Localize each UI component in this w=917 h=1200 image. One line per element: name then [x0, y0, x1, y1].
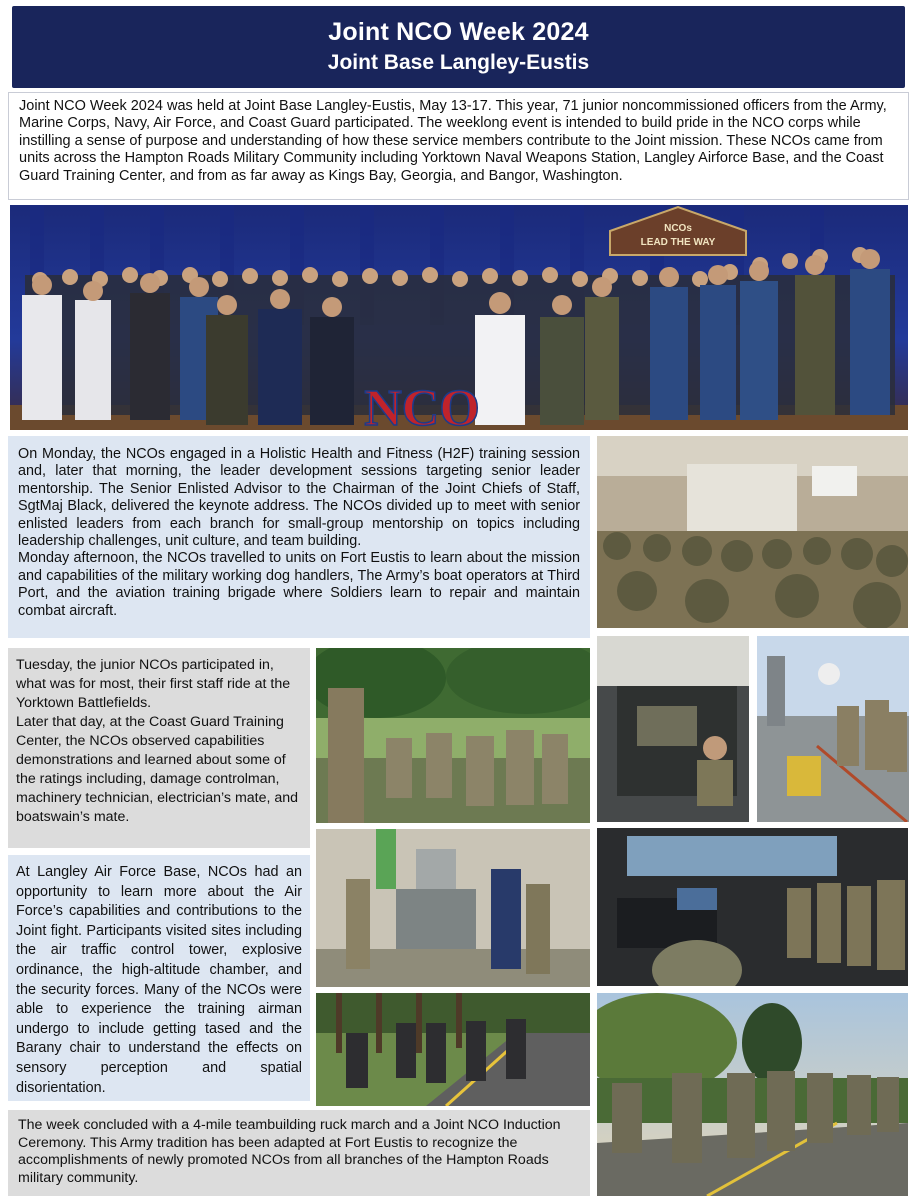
page-subtitle: Joint Base Langley-Eustis [327, 51, 590, 74]
page-title: Joint NCO Week 2024 [328, 18, 589, 46]
conclusion-section [8, 1110, 590, 1196]
intro-paragraph: Joint NCO Week 2024 was held at Joint Base Langley-Eustis, May 13-17. This year, 71 junior noncommissioned officers from the Army, Marine Corps, Navy, Air Force, and Coast Guard participated. The weeklong event is intended to build pride in the NCO corps while instilling a sense of purpose and understanding of how these service members contribute to the Joint mission. These NCOs came from units across the Hampton Roads Military Community including Yorktown Naval Weapons Station, Langley Airforce Base, and the Coast Guard Training Center, and from as far away as Kings Bay, Georgia, and Bangor, Washington. [8, 92, 909, 200]
conference-photo [597, 436, 908, 628]
sign-line-1: NCOs [664, 223, 692, 234]
monday-section [8, 436, 590, 638]
workshop-photo [316, 829, 590, 987]
cockpit-photo [597, 636, 749, 822]
ruck-march-photo [597, 993, 908, 1196]
conclusion-paragraph: The week concluded with a 4-mile teambuilding ruck march and a Joint NCO Induction Ceremony. This Army tradition has been adapted at Fort Eustis to recognize the accomplishments of newly promoted NCOs from all branches of the Hampton Roads military community. [18, 1117, 561, 1186]
tuesday-section [8, 648, 310, 848]
langley-section [8, 855, 310, 1101]
control-room-photo [597, 828, 908, 986]
monday-paragraph-1: On Monday, the NCOs engaged in a Holistic Health and Fitness (H2F) training session and, later that morning, the leader development sessions targeting senior leader mentorship. The Senior Enlisted Advisor to the Chairman of the Joint Chiefs of Staff, SgtMaj Black, delivered the keynote address. The NCOs divided up to meet with senior enlisted leaders from each branch for small-group mentorship on topics including leadership challenges, unit culture, and team building. [18, 446, 580, 550]
nco-letters: NCO [364, 380, 480, 430]
ship-photo [757, 636, 909, 822]
tuesday-paragraph-2: Later that day, at the Coast Guard Training Center, the NCOs observed capabilities demonstrations and learned about some of the ratings including, damage controlman, machinery technician, electrician’s mate, and boatswain’s mate. [16, 714, 299, 825]
tuesday-paragraph-1: Tuesday, the junior NCOs participated in, what was for most, their first staff ride at the Yorktown Battlefields. [16, 657, 291, 711]
ruck-march-road-photo [316, 993, 590, 1106]
battlefield-photo [316, 648, 590, 823]
sign-line-2: LEAD THE WAY [640, 237, 716, 248]
title-banner [12, 6, 905, 88]
group-photo [10, 205, 908, 430]
langley-paragraph: At Langley Air Force Base, NCOs had an opportunity to learn more about the Air Force’s capabilities and contributions to the Joint fight. Participants visited sites including the air traffic control tower, explosive ordinance, the high-altitude chamber, and the security forces. Many of the NCOs were able to experience the training airman undergo to include getting tased and the Barany chair to understand the effects on sensory perception and spatial disorientation. [16, 864, 302, 1096]
monday-paragraph-2: Monday afternoon, the NCOs travelled to units on Fort Eustis to learn about the mission and capabilities of the military working dog handlers, The Army’s boat operators at Third Port, and the aviation training brigade where Soldiers learn to repair and maintain combat aircraft. [18, 550, 580, 619]
